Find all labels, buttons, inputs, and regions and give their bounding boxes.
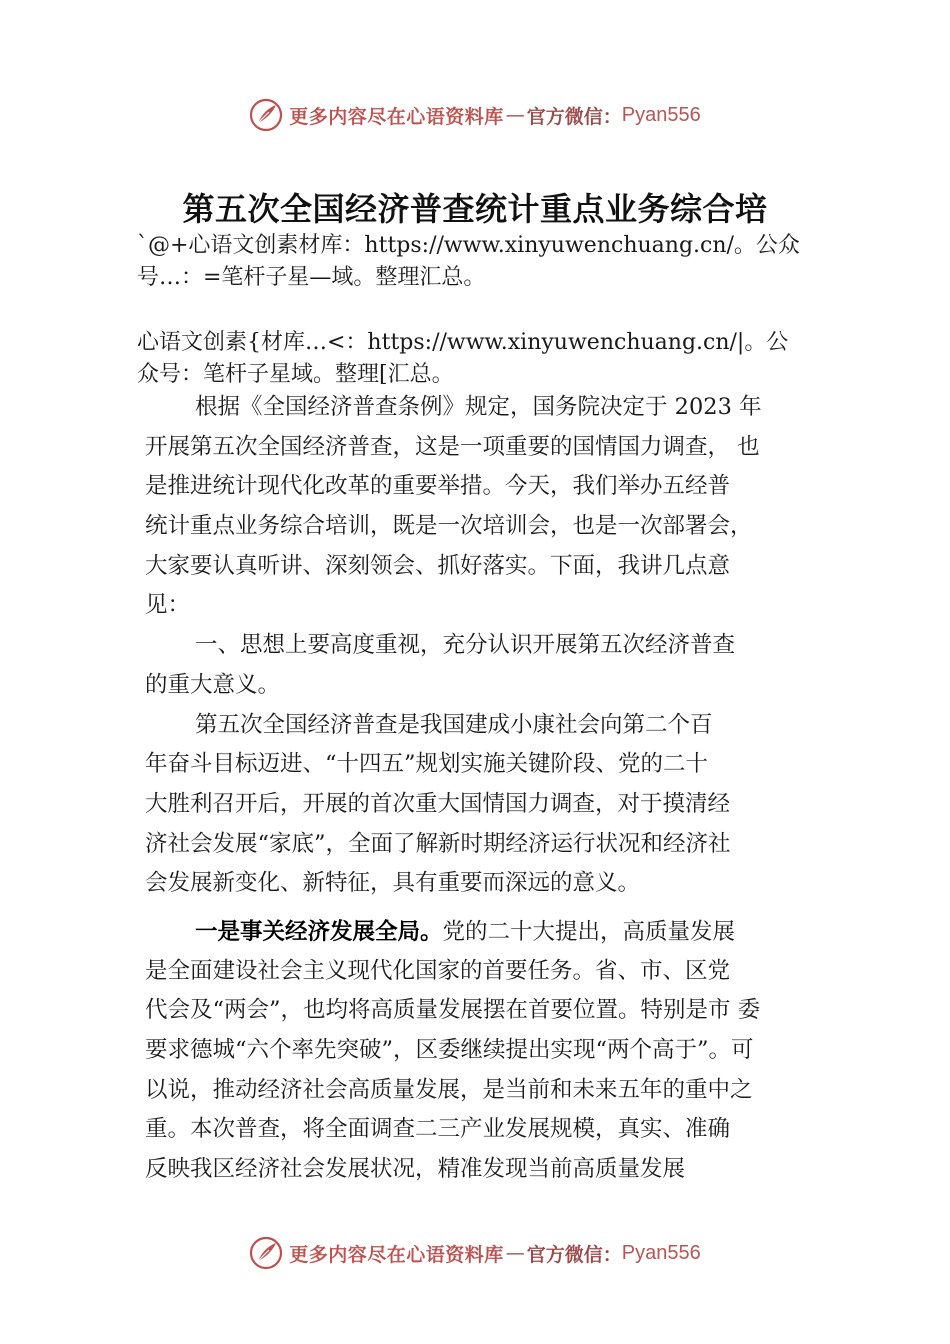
text-line: 会发展新变化、新特征，具有重要而深远的意义。 xyxy=(145,870,641,897)
watermark-line: 心语文创素{材库…<：https://www.xinyuwenchuang.cn/|。公 xyxy=(137,330,789,355)
watermark-text-block-1 xyxy=(137,230,857,294)
text-line: 见： xyxy=(145,592,191,619)
point-first-rest: 党的二十大提出，高质量发展 xyxy=(442,918,736,945)
feather-pen-icon xyxy=(249,98,283,132)
text-line: 根据《全国经济普查条例》规定，国务院决定于 2023 年 xyxy=(195,394,762,420)
text-line: 第五次全国经济普查是我国建成小康社会向第二个百 xyxy=(195,711,713,738)
text-line: 的重大意义。 xyxy=(145,671,281,698)
text-line: 开展第五次全国经济普查，这是一项重要的国情国力调查， 也 xyxy=(145,433,760,460)
watermark-line: 众号：笔杆子星域。整理[汇总。 xyxy=(137,362,454,387)
text-line: 年奋斗目标迈进、“十四五”规划实施关键阶段、党的二十 xyxy=(145,751,709,778)
text-line: 反映我区经济社会发展状况，精准发现当前高质量发展 xyxy=(145,1156,686,1183)
watermark-line: 号…：=笔杆子星—域。整理汇总。 xyxy=(137,265,486,290)
text-line: 以说，推动经济社会高质量发展，是当前和未来五年的重中之 xyxy=(145,1076,753,1103)
paragraph-intro xyxy=(145,388,835,626)
footer-banner xyxy=(0,1233,950,1273)
text-line: 代会及“两会”，也均将高质量发展摆在首要位置。特别是市 委 xyxy=(145,997,761,1024)
text-line: 大胜利召开后，开展的首次重大国情国力调查，对于摸清经 xyxy=(145,790,731,817)
banner-wechat-id: Pyan556 xyxy=(621,1241,701,1264)
banner-wechat-label: 官方微信： xyxy=(526,1243,622,1266)
feather-pen-icon xyxy=(249,1236,283,1270)
text-line: 要求德城“六个率先突破”，区委继续提出实现“两个高于”。可 xyxy=(145,1037,754,1063)
text-line: 大家要认真听讲、深刻领会、抓好落实。下面，我讲几点意 xyxy=(145,552,731,579)
banner-dash: — xyxy=(505,1242,525,1264)
header-banner xyxy=(0,95,950,135)
document-title: 第五次全国经济普查统计重点业务综合培 xyxy=(182,190,768,228)
banner-wechat-label: 官方微信： xyxy=(526,105,622,128)
document-body xyxy=(145,388,835,1190)
paragraph-point-1 xyxy=(145,912,835,1190)
section-heading-1 xyxy=(145,626,835,705)
watermark-text-block-2 xyxy=(137,327,857,391)
banner-wechat-id: Pyan556 xyxy=(621,103,701,126)
paragraph-significance xyxy=(145,706,835,904)
banner-dash: — xyxy=(505,104,525,126)
text-line: 是推进统计现代化改革的重要举措。今天，我们举办五经普 xyxy=(145,473,731,500)
text-line: 是全面建设社会主义现代化国家的首要任务。省、市、区党 xyxy=(145,957,731,984)
text-line: 一、思想上要高度重视，充分认识开展第五次经济普查 xyxy=(195,632,736,659)
text-line: 济社会发展“家底”，全面了解新时期经济运行状况和经济社 xyxy=(145,830,731,857)
text-line: 重。本次普查，将全面调查二三产业发展规模，真实、准确 xyxy=(145,1116,731,1143)
text-line: 统计重点业务综合培训，既是一次培训会，也是一次部署会， xyxy=(145,513,753,540)
banner-text: 更多内容尽在心语资料库 xyxy=(289,1243,504,1266)
point-lead: 一是事关经济发展全局。 xyxy=(195,918,443,944)
text-line xyxy=(145,912,835,952)
banner-text: 更多内容尽在心语资料库 xyxy=(289,105,504,128)
watermark-line: `@+心语文创素材库：https://www.xinyuwenchuang.cn/。公众 xyxy=(137,233,800,258)
